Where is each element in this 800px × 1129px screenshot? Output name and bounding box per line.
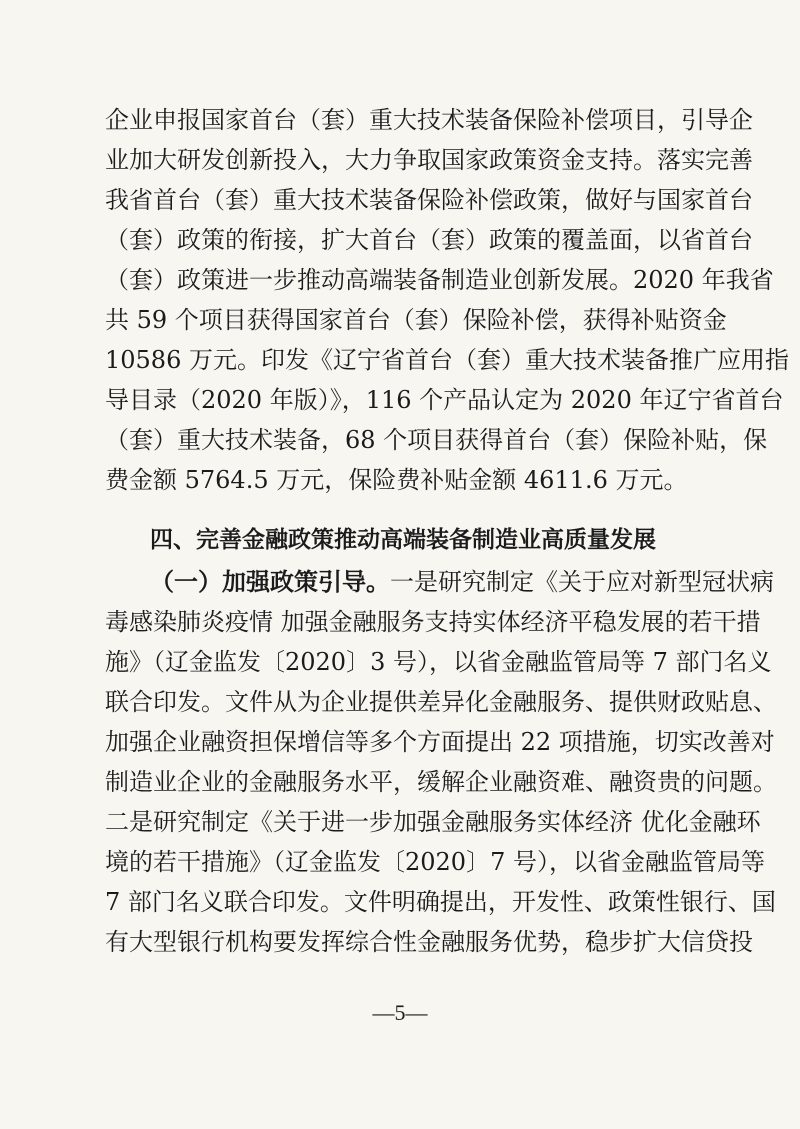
- body-text-line: 业加大研发创新投入，大力争取国家政策资金支持。落实完善: [105, 146, 753, 174]
- body-text-line: （套）政策的衔接，扩大首台（套）政策的覆盖面，以省首台: [105, 226, 753, 254]
- subsection-first-line: [150, 567, 774, 597]
- body-text-line: 导目录（2020 年版）》，116 个产品认定为 2020 年辽宁省首台: [105, 386, 784, 414]
- body-text-line: 7 部门名义联合印发。文件明确提出，开发性、政策性银行、国: [105, 888, 776, 916]
- body-text-line: 联合印发。文件从为企业提供差异化金融服务、提供财政贴息、: [105, 688, 777, 716]
- body-text-line: 企业申报国家首台（套）重大技术装备保险补偿项目，引导企: [105, 106, 753, 134]
- body-text-line: 境的若干措施》（辽金监发〔2020〕7 号），以省金融监管局等: [105, 848, 765, 876]
- body-text-line: 费金额 5764.5 万元，保险费补贴金额 4611.6 万元。: [105, 466, 688, 494]
- body-text-line: 毒感染肺炎疫情 加强金融服务支持实体经济平稳发展的若干措: [105, 608, 761, 636]
- body-text-line: （套）政策进一步推动高端装备制造业创新发展。2020 年我省: [105, 266, 774, 294]
- subsection-first-line-text: 一是研究制定《关于应对新型冠状病: [390, 568, 774, 596]
- body-text-line: 加强企业融资担保增信等多个方面提出 22 项措施，切实改善对: [105, 728, 775, 756]
- body-text-line: 有大型银行机构要发挥综合性金融服务优势，稳步扩大信贷投: [105, 928, 753, 956]
- body-text-line: 10586 万元。印发《辽宁省首台（套）重大技术装备推广应用指: [105, 346, 789, 374]
- body-text-line: 共 59 个项目获得国家首台（套）保险补偿，获得补贴资金: [105, 306, 727, 334]
- page-number: —5—: [372, 1000, 428, 1025]
- body-text-line: 我省首台（套）重大技术装备保险补偿政策，做好与国家首台: [105, 186, 753, 214]
- body-text-line: 施》（辽金监发〔2020〕3 号），以省金融监管局等 7 部门名义: [105, 648, 772, 676]
- body-text-line: （套）重大技术装备，68 个项目获得首台（套）保险补贴，保: [105, 426, 768, 454]
- section-heading: 四、完善金融政策推动高端装备制造业高质量发展: [150, 527, 656, 553]
- subsection-heading: （一）加强政策引导。: [150, 568, 390, 596]
- body-text-line: 二是研究制定《关于进一步加强金融服务实体经济 优化金融环: [105, 808, 761, 836]
- body-text-line: 制造业企业的金融服务水平，缓解企业融资难、融资贵的问题。: [105, 768, 777, 796]
